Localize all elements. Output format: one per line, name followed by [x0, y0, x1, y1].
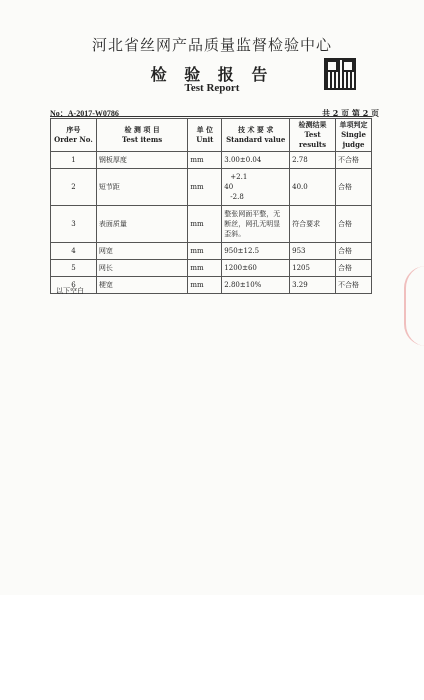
table-row: [51, 243, 372, 260]
cell-result: 953: [290, 243, 336, 260]
page-margin: [0, 595, 424, 700]
report-title-english: Test Report: [184, 82, 240, 94]
header-divider: [50, 116, 372, 117]
header-results: 检测结果 Test results: [290, 119, 336, 152]
cell-order: 5: [51, 260, 97, 277]
page-indicator: 共 2 页 第 2 页: [322, 108, 380, 118]
table-row: [51, 277, 372, 294]
end-of-data-mark: 以下空白: [56, 287, 84, 295]
cell-standard: 整张网面平整，无 断丝，网孔无明显 歪斜。: [222, 206, 290, 243]
cell-standard: +2.1 40 -2.8: [222, 169, 290, 206]
cell-order: 1: [51, 152, 97, 169]
cell-standard: 2.80±10%: [222, 277, 290, 294]
table-row: [51, 169, 372, 206]
cell-order: 6: [51, 277, 97, 294]
cell-item: 钢板厚度: [96, 152, 188, 169]
cell-result: 3.29: [290, 277, 336, 294]
cell-result: 1205: [290, 260, 336, 277]
results-table: [50, 118, 372, 294]
cell-unit: mm: [188, 206, 222, 243]
cell-item: 表面质量: [96, 206, 188, 243]
cell-result: 符合要求: [290, 206, 336, 243]
header-standard: 技 术 要 求 Standard value: [222, 119, 290, 152]
table-row: [51, 260, 372, 277]
table-row: [51, 206, 372, 243]
organization-title: 河北省丝网产品质量监督检验中心: [91, 36, 332, 54]
cell-judge: 合格: [336, 260, 372, 277]
cell-result: 2.78: [290, 152, 336, 169]
cell-unit: mm: [188, 243, 222, 260]
cell-judge: 合格: [336, 243, 372, 260]
cell-item: 梗宽: [96, 277, 188, 294]
cell-unit: mm: [188, 152, 222, 169]
cell-standard: 1200±60: [222, 260, 290, 277]
cell-unit: mm: [188, 277, 222, 294]
cell-unit: mm: [188, 169, 222, 206]
header-unit: 单 位 Unit: [188, 119, 222, 152]
cell-item: 短节距: [96, 169, 188, 206]
report-number: No：A-2017-W0786: [50, 109, 119, 118]
cell-judge: 不合格: [336, 277, 372, 294]
cell-standard: 950±12.5: [222, 243, 290, 260]
report-title-chinese: 检 验 报 告: [150, 65, 274, 84]
cell-item: 网长: [96, 260, 188, 277]
cell-judge: 合格: [336, 206, 372, 243]
cell-unit: mm: [188, 260, 222, 277]
table-row: [51, 152, 372, 169]
seal-stamp-icon: [404, 266, 424, 346]
cell-order: 4: [51, 243, 97, 260]
cell-result: 40.0: [290, 169, 336, 206]
cell-order: 2: [51, 169, 97, 206]
cell-standard: 3.00±0.04: [222, 152, 290, 169]
cell-item: 网宽: [96, 243, 188, 260]
cell-judge: 不合格: [336, 152, 372, 169]
cell-order: 3: [51, 206, 97, 243]
qr-code-icon: [324, 58, 356, 90]
header-test-items: 检 测 项 目 Test items: [96, 119, 188, 152]
header-order: 序号 Order No.: [51, 119, 97, 152]
cell-judge: 合格: [336, 169, 372, 206]
table-header-row: [51, 119, 372, 152]
header-judge: 单项判定 Single judge: [336, 119, 372, 152]
